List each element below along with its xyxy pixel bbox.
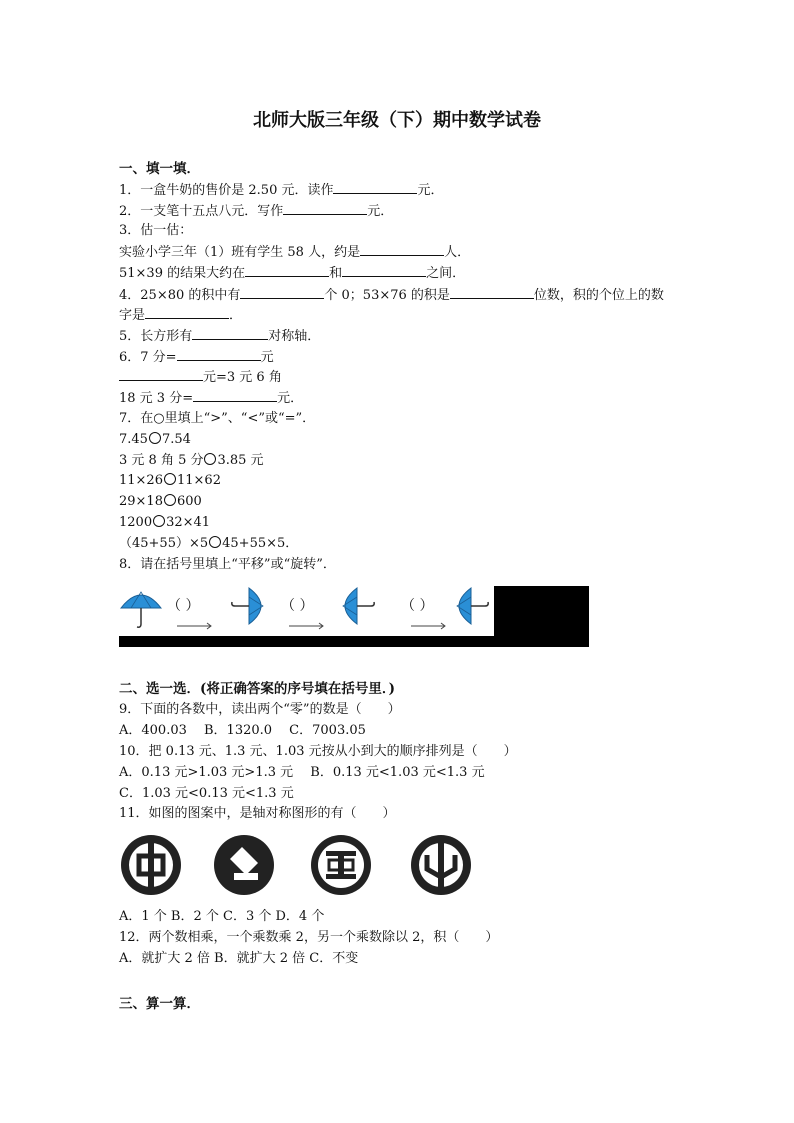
question-3-line-1: 实验小学三年（1）班有学生 58 人，约是 人． [119, 245, 471, 260]
question-10-option-c: C．1.03 元<0.13 元<1.3 元 [119, 786, 294, 801]
compare-circle[interactable] [204, 453, 216, 465]
compare-row: 29×18 600 [119, 494, 202, 509]
answer-blank[interactable] [193, 389, 277, 402]
question-7: 7．在○里填上“>”、“<”或“=”． [119, 411, 316, 426]
answer-blank[interactable] [192, 327, 268, 340]
question-6: 6．7 分= 元 [119, 350, 274, 365]
bank-logo-icon [212, 833, 276, 897]
compare-row: 11×26 11×62 [119, 473, 221, 488]
compare-circle[interactable] [164, 473, 176, 485]
section1-heading: 一、填一填． [119, 161, 200, 177]
answer-blank[interactable] [333, 181, 417, 194]
umbrella-icon [457, 588, 488, 624]
answer-paren[interactable]: （ ） [167, 598, 200, 614]
compare-row: （45+55）×5 45+55×5． [119, 536, 299, 551]
question-9-options: A．400.03 B．1320.0 C．7003.05 [119, 723, 366, 738]
question-11-options: A．1 个 B．2 个 C．3 个 D．4 个 [119, 909, 325, 924]
answer-blank[interactable] [360, 243, 444, 256]
answer-blank[interactable] [119, 368, 203, 381]
umbrella-icon [121, 592, 161, 627]
section2-heading: 二、选一选．(将正确答案的序号填在括号里．) [119, 681, 396, 697]
compare-circle[interactable] [149, 432, 161, 444]
black-bar [119, 636, 589, 647]
question-5: 5．长方形有 对称轴． [119, 329, 321, 344]
answer-blank[interactable] [145, 306, 229, 319]
answer-blank[interactable] [342, 264, 426, 277]
umbrella-icon [343, 588, 374, 624]
question-4-continued: 字是 ． [119, 308, 243, 323]
compare-circle[interactable] [164, 494, 176, 506]
answer-blank[interactable] [450, 286, 534, 299]
question-11: 11．如图的图案中，是轴对称图形的有（ ） [119, 806, 396, 821]
answer-blank[interactable] [283, 202, 367, 215]
question-4: 4．25×80 的积中有 个 0；53×76 的积是 位数，积的个位上的数 [119, 288, 664, 303]
question-6-line-2: 元=3 元 6 角 [119, 368, 282, 387]
question-10: 10．把 0.13 元、1.3 元、1.03 元按从小到大的顺序排列是（ ） [119, 744, 517, 759]
compare-row: 1200 32×41 [119, 515, 211, 530]
question-3-line-2: 51×39 的结果大约在 和 之间． [119, 266, 466, 281]
umbrella-figure [119, 586, 589, 647]
answer-blank[interactable] [240, 286, 324, 299]
answer-paren[interactable]: （ ） [281, 598, 314, 614]
question-8: 8．请在括号里填上“平移”或“旋转”． [119, 557, 336, 572]
compare-circle[interactable] [153, 515, 165, 527]
question-9: 9．下面的各数中，读出两个“零”的数是（ ） [119, 702, 401, 717]
bank-logo-icon [409, 833, 473, 897]
compare-row: 7.45 7.54 [119, 432, 191, 447]
logo-row [119, 833, 479, 899]
umbrella-icon [232, 588, 263, 624]
compare-circle[interactable] [209, 536, 221, 548]
question-10-options-ab: A．0.13 元>1.03 元>1.3 元 B．0.13 元<1.03 元<1.3 元 [119, 765, 485, 780]
question-2: 2．一支笔十五点八元．写作 元． [119, 204, 394, 219]
answer-blank[interactable] [245, 264, 329, 277]
question-3: 3．估一估： [119, 223, 193, 238]
page-title: 北师大版三年级（下）期中数学试卷 [253, 110, 541, 131]
answer-paren[interactable]: （ ） [401, 598, 434, 614]
bank-logo-icon [119, 833, 183, 897]
bank-logo-icon [309, 833, 373, 897]
compare-row: 3 元 8 角 5 分 3.85 元 [119, 453, 264, 468]
section3-heading: 三、算一算． [119, 996, 200, 1012]
answer-blank[interactable] [177, 348, 261, 361]
question-12: 12．两个数相乘，一个乘数乘 2，另一个乘数除以 2，积（ ） [119, 930, 499, 945]
question-1: 1．一盒牛奶的售价是 2.50 元．读作 元． [119, 183, 444, 198]
question-6-line-3: 18 元 3 分= 元． [119, 391, 304, 406]
question-12-options: A．就扩大 2 倍 B．就扩大 2 倍 C．不变 [119, 951, 359, 966]
